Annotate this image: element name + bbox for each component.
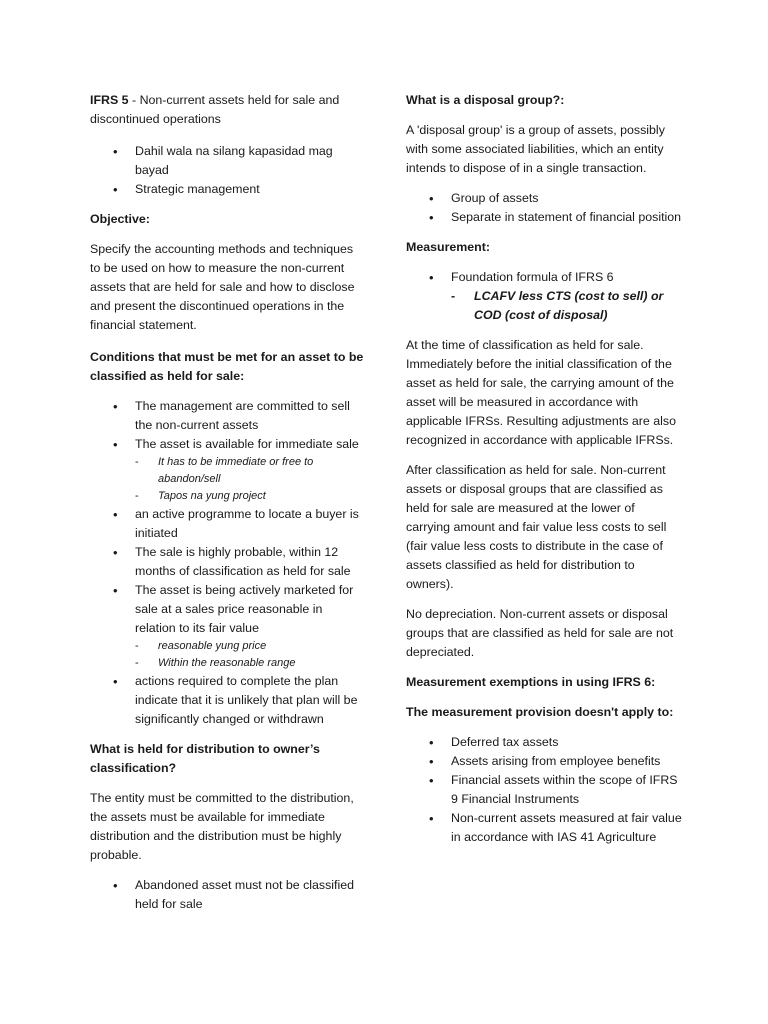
list-item: • The management are committed to sell the non-current assets — [90, 397, 365, 435]
conditions-list — [90, 397, 365, 729]
after-classification-paragraph: After classification as held for sale. Non-current assets or disposal groups that are classified as held for sale are measured at the lower of carrying amount and fair value less costs to sell (fair value less costs to distribute in the case of assets classified as held for distribution to owners). — [406, 463, 667, 591]
intro-paragraph — [90, 91, 365, 129]
disposal-bullet-list — [406, 189, 682, 227]
list-item — [406, 268, 682, 325]
provision-heading: The measurement provision doesn't apply to: — [406, 705, 674, 719]
list-item: • Abandoned asset must not be classified held for sale — [90, 876, 365, 914]
classification-paragraph: At the time of classification as held for sale. Immediately before the initial classification of the asset as held for sale, the carrying amount of the asset will be measured in accordance with applicable IFRSs. Resulting adjustments are also recognized in accordance with applicable IFRSs. — [406, 338, 676, 447]
measurement-heading: Measurement: — [406, 240, 491, 254]
list-item: • Assets arising from employee benefits — [406, 752, 682, 771]
list-item: • Dahil wala na silang kapasidad mag bayad — [90, 142, 365, 180]
disposal-text: A 'disposal group' is a group of assets, possibly with some associated liabilities, which an entity intends to dispose of in a single transaction. — [406, 123, 665, 175]
list-item: • The sale is highly probable, within 12 months of classification as held for sale — [90, 543, 365, 581]
intro-bullet-list — [90, 142, 365, 199]
list-item-label: The asset is being actively marketed for sale at a sales price reasonable in relation to its fair value — [135, 583, 354, 635]
intro-title: IFRS 5 — [90, 93, 129, 107]
left-column — [90, 91, 365, 925]
list-item — [90, 435, 365, 505]
list-item: • Deferred tax assets — [406, 733, 682, 752]
sub-list-item: - Tapos na yung project — [90, 488, 365, 505]
sub-list — [90, 454, 365, 505]
distribution-heading: What is held for distribution to owner’s classification? — [90, 742, 320, 775]
list-item: • Financial assets within the scope of IFRS 9 Financial Instruments — [406, 771, 682, 809]
intro-text: - Non-current assets held for sale and discontinued operations — [90, 93, 340, 126]
right-column — [406, 91, 682, 858]
list-item: • Strategic management — [90, 180, 365, 199]
list-item-label: The asset is available for immediate sale — [135, 437, 359, 451]
sub-list-item: - reasonable yung price — [90, 638, 365, 655]
measurement-bullet-list — [406, 268, 682, 325]
sub-list — [406, 287, 682, 325]
disposal-heading: What is a disposal group?: — [406, 93, 565, 107]
sub-list-item: - Within the reasonable range — [90, 655, 365, 672]
list-item: • actions required to complete the plan indicate that it is unlikely that plan will be significantly changed or withdrawn — [90, 672, 365, 729]
distribution-bullet-list — [90, 876, 365, 914]
objective-heading: Objective: — [90, 212, 150, 226]
list-item: • an active programme to locate a buyer is initiated — [90, 505, 365, 543]
list-item: • Group of assets — [406, 189, 682, 208]
formula-item: - LCAFV less CTS (cost to sell) or COD (cost of disposal) — [406, 287, 682, 325]
depreciation-paragraph: No depreciation. Non-current assets or disposal groups that are classified as held for sale are not depreciated. — [406, 607, 674, 659]
sub-list-item: - It has to be immediate or free to abandon/sell — [90, 454, 365, 488]
distribution-text: The entity must be committed to the distribution, the assets must be available for immediate distribution and the distribution must be highly probable. — [90, 791, 354, 862]
objective-text: Specify the accounting methods and techniques to be used on how to measure the non-current assets that are held for sale and how to disclose and present the discontinued operations in the financial statement. — [90, 242, 355, 332]
conditions-heading: Conditions that must be met for an asset to be classified as held for sale: — [90, 350, 364, 383]
list-item — [90, 581, 365, 672]
exemptions-list — [406, 733, 682, 847]
list-item: • Non-current assets measured at fair value in accordance with IAS 41 Agriculture — [406, 809, 682, 847]
exemptions-heading: Measurement exemptions in using IFRS 6: — [406, 675, 656, 689]
sub-list — [90, 638, 365, 672]
list-item-label: Foundation formula of IFRS 6 — [451, 270, 614, 284]
list-item: • Separate in statement of financial position — [406, 208, 682, 227]
